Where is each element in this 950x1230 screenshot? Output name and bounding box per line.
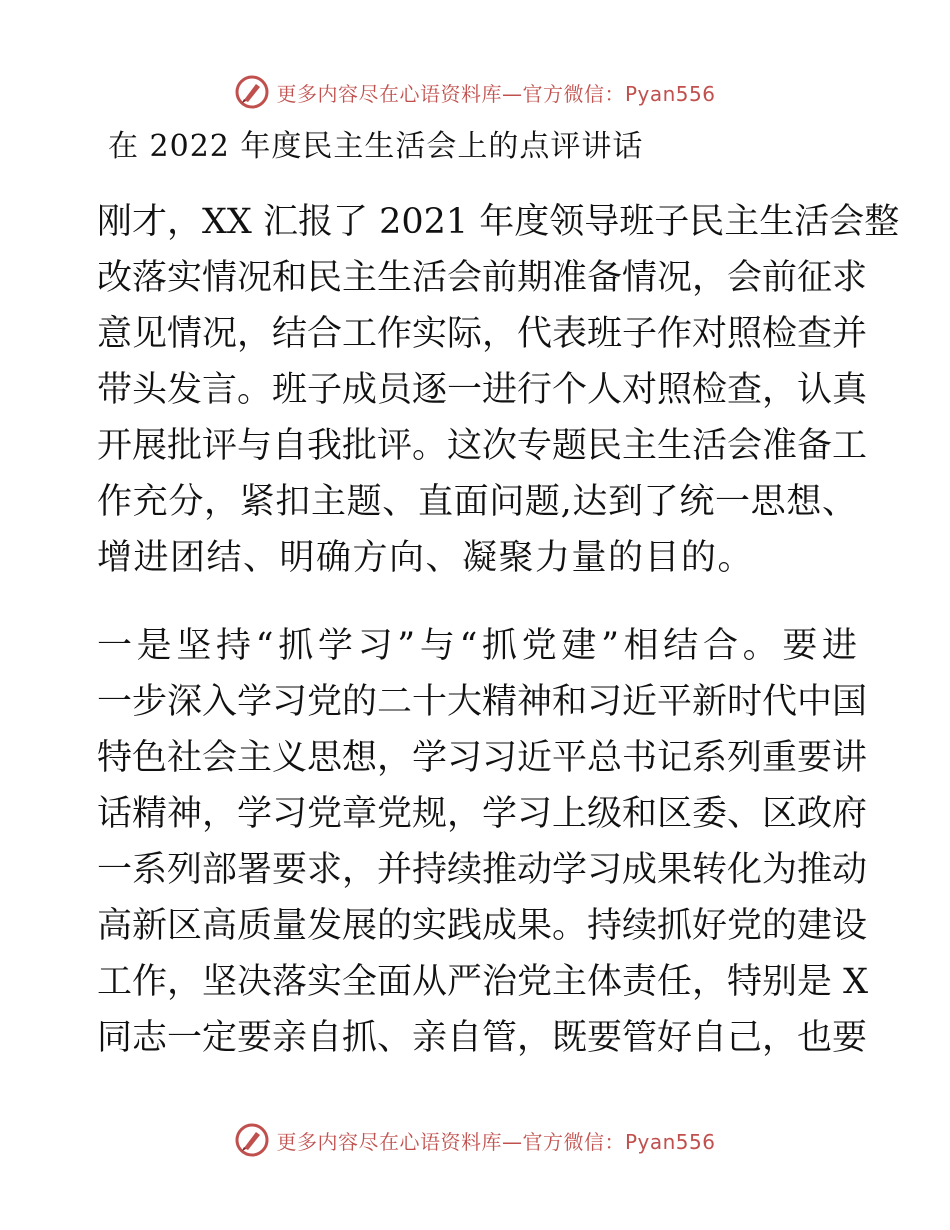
paragraph-1-line-4: 带头发言。班子成员逐一进行个人对照检查，认真 bbox=[97, 370, 868, 410]
paragraph-2-line-2: 一步深入学习党的二十大精神和习近平新时代中国 bbox=[97, 682, 868, 722]
footer-watermark-text: 更多内容尽在心语资料库—官方微信：Pyan556 bbox=[276, 1129, 716, 1154]
paragraph-2-line-8: 同志一定要亲自抓、亲自管，既要管好自己，也要 bbox=[97, 1018, 868, 1058]
paragraph-2-line-6: 高新区高质量发展的实践成果。持续抓好党的建设 bbox=[97, 906, 868, 946]
paragraph-1-line-2: 改落实情况和民主生活会前期准备情况，会前征求 bbox=[97, 258, 868, 298]
paragraph-2-line-7: 工作，坚决落实全面从严治党主体责任，特别是 X bbox=[97, 962, 869, 1002]
header-watermark-banner bbox=[0, 70, 950, 114]
paragraph-1-line-6: 作充分，紧扣主题、直面问题,达到了统一思想、 bbox=[97, 482, 857, 522]
paragraph-1-line-5: 开展批评与自我批评。这次专题民主生活会准备工 bbox=[97, 426, 868, 466]
paragraph-2-line-3: 特色社会主义思想，学习习近平总书记系列重要讲 bbox=[97, 738, 868, 778]
paragraph-1-line-3: 意见情况，结合工作实际，代表班子作对照检查并 bbox=[97, 314, 868, 354]
document-title: 在 2022 年度民主生活会上的点评讲话 bbox=[108, 129, 644, 164]
writing-brush-logo-icon bbox=[234, 74, 270, 110]
paragraph-2-line-4: 话精神，学习党章党规，学习上级和区委、区政府 bbox=[97, 794, 868, 834]
footer-watermark-banner bbox=[0, 1118, 950, 1162]
paragraph-1-line-7: 增进团结、明确方向、凝聚力量的目的。 bbox=[97, 538, 755, 578]
paragraph-2-line-5: 一系列部署要求，并持续推动学习成果转化为推动 bbox=[97, 850, 868, 890]
writing-brush-logo-icon bbox=[234, 1122, 270, 1158]
paragraph-1-line-1: 刚才，XX 汇报了 2021 年度领导班子民主生活会整 bbox=[97, 202, 900, 242]
paragraph-2-line-1: 一是坚持“抓学习”与“抓党建”相结合。要进 bbox=[97, 626, 857, 666]
header-watermark-text: 更多内容尽在心语资料库—官方微信：Pyan556 bbox=[276, 81, 716, 106]
